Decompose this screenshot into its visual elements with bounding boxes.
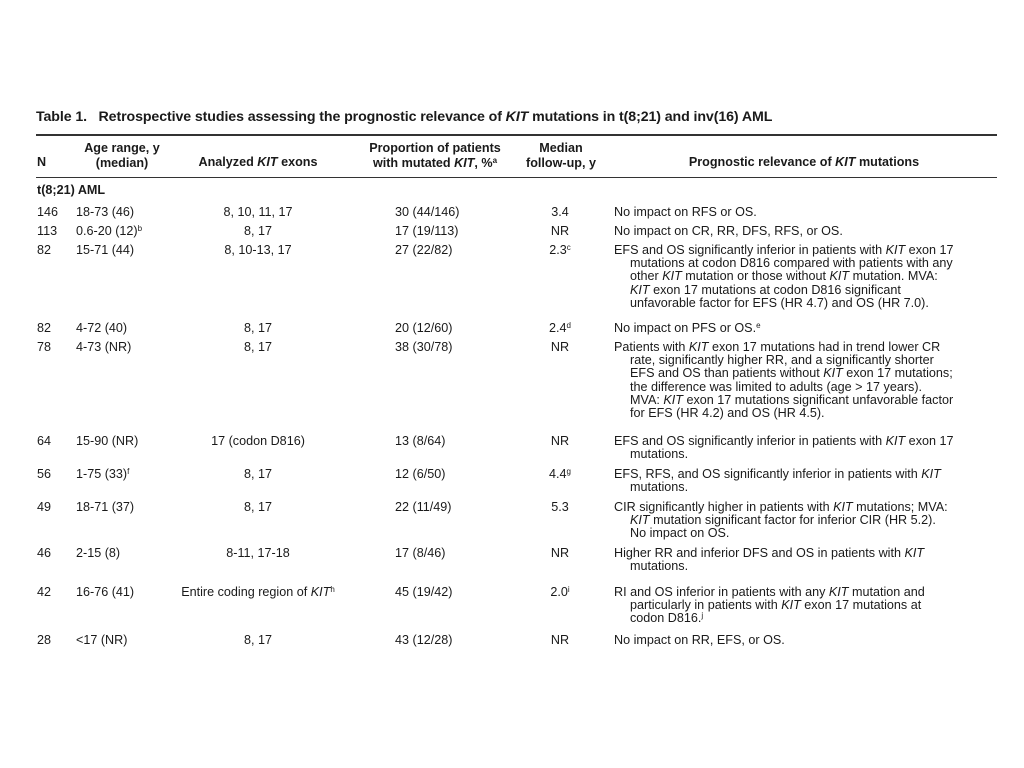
kit-gene: KIT bbox=[885, 243, 906, 257]
prognostic-line: rate, significantly higher RR, and a significantly shorter bbox=[630, 353, 934, 368]
header-proportion bbox=[355, 141, 515, 170]
cell-n: 64 bbox=[37, 434, 52, 448]
header-n bbox=[37, 155, 46, 170]
cell-follow-up: 4.4$^g$ bbox=[549, 467, 571, 481]
cell-follow-up: NR bbox=[550, 633, 570, 647]
cell-age-range: 4-72 (40) bbox=[76, 321, 128, 335]
prognostic-line: mutations. bbox=[630, 480, 689, 495]
header-prog-kit: KIT bbox=[835, 155, 856, 169]
header-rule bbox=[36, 177, 997, 178]
cell-n: 78 bbox=[37, 340, 52, 354]
cell-age-range: 16-76 (41) bbox=[76, 585, 135, 599]
kit-gene: KIT bbox=[829, 269, 850, 284]
kit-gene: KIT bbox=[833, 500, 853, 514]
cell-exons: 8-11, 17-18 bbox=[226, 546, 290, 560]
prognostic-line: No impact on PFS or OS.$^e$ bbox=[614, 321, 761, 335]
cell-n: 146 bbox=[37, 205, 59, 219]
cell-proportion: 45 (19/42) bbox=[395, 585, 453, 599]
header-prop-line2a: with mutated bbox=[372, 155, 455, 170]
section-label: t(8;21) AML bbox=[37, 183, 106, 197]
cell-follow-up: 2.3$^c$ bbox=[549, 243, 571, 257]
kit-gene: KIT bbox=[904, 546, 925, 560]
footnote-marker: g bbox=[566, 467, 571, 476]
cell-exons: 8, 17 bbox=[243, 224, 272, 238]
cell-proportion: 17 (8/46) bbox=[395, 546, 446, 560]
cell-exons: Entire coding region of KIT$^h$ bbox=[181, 585, 335, 599]
header-prop-kit: KIT bbox=[454, 155, 475, 170]
header-age-line2: (median) bbox=[95, 155, 149, 170]
top-rule bbox=[36, 134, 997, 136]
title-kit: KIT bbox=[505, 109, 529, 125]
footnote-marker: b bbox=[137, 224, 143, 233]
prognostic-line: for EFS (HR 4.2) and OS (HR 4.5). bbox=[630, 406, 825, 421]
prognostic-line: codon D816.$^j$ bbox=[630, 611, 704, 626]
prognostic-line: particularly in patients with KIT exon 17 mutations at bbox=[630, 598, 922, 613]
prognostic-line: No impact on RFS or OS. bbox=[614, 205, 757, 219]
header-fu-line2: follow-up, y bbox=[526, 155, 596, 170]
footnote-marker: c bbox=[566, 243, 571, 252]
cell-n: 82 bbox=[37, 243, 52, 257]
cell-follow-up: NR bbox=[550, 224, 570, 238]
prognostic-line: Patients with KIT exon 17 mutations had in trend lower CR bbox=[614, 340, 941, 354]
header-follow-up bbox=[516, 141, 606, 170]
prognostic-line: mutations at codon D816 compared with patients with any bbox=[630, 256, 953, 271]
header-exons-a: Analyzed bbox=[198, 155, 258, 169]
footnote-marker: i bbox=[567, 585, 570, 594]
footnote-marker: e bbox=[756, 321, 761, 330]
cell-proportion: 43 (12/28) bbox=[395, 633, 453, 647]
table-label: Table 1. bbox=[36, 109, 87, 125]
cell-age-range: 4-73 (NR) bbox=[76, 340, 132, 354]
prognostic-line: mutations. bbox=[630, 559, 689, 574]
prognostic-line: No impact on RR, EFS, or OS. bbox=[614, 633, 785, 647]
cell-follow-up: 2.0$^i$ bbox=[550, 585, 570, 599]
kit-gene: KIT bbox=[781, 598, 801, 613]
prognostic-line: CIR significantly higher in patients with KIT mutations; MVA: bbox=[614, 500, 948, 514]
footnote-marker: d bbox=[566, 321, 571, 330]
cell-age-range: 15-90 (NR) bbox=[76, 434, 139, 448]
cell-n: 113 bbox=[37, 224, 58, 238]
cell-n: 82 bbox=[37, 321, 52, 335]
cell-proportion: 38 (30/78) bbox=[395, 340, 453, 354]
cell-proportion: 20 (12/60) bbox=[395, 321, 453, 335]
cell-prognostic bbox=[614, 244, 994, 310]
cell-age-range: 15-71 (44) bbox=[76, 243, 135, 257]
cell-proportion: 30 (44/146) bbox=[395, 205, 460, 219]
prognostic-line: No impact on OS. bbox=[630, 526, 730, 541]
cell-proportion: 17 (19/113) bbox=[395, 224, 459, 238]
prognostic-line: EFS and OS than patients without KIT exon 17 mutations; bbox=[630, 366, 953, 381]
cell-follow-up: 2.4$^d$ bbox=[549, 321, 571, 335]
cell-follow-up: NR bbox=[550, 546, 570, 560]
title-text-b: mutations in t(8;21) and inv(16) AML bbox=[528, 109, 773, 125]
cell-exons: 8, 17 bbox=[243, 500, 272, 514]
kit-gene: KIT bbox=[662, 269, 682, 284]
header-exons-b: exons bbox=[277, 155, 318, 169]
header-age bbox=[72, 141, 172, 170]
cell-proportion: 12 (6/50) bbox=[395, 467, 446, 481]
cell-exons: 8, 17 bbox=[243, 633, 272, 647]
prognostic-line: unfavorable factor for EFS (HR 4.7) and OS (HR 7.0). bbox=[630, 295, 929, 310]
header-exons bbox=[168, 155, 348, 170]
cell-age-range: 18-73 (46) bbox=[76, 205, 135, 219]
prognostic-line: No impact on CR, RR, DFS, RFS, or OS. bbox=[614, 224, 843, 238]
cell-exons: 8, 17 bbox=[243, 467, 272, 481]
header-prog-b: mutations bbox=[855, 155, 920, 169]
kit-gene: KIT bbox=[630, 513, 650, 528]
prognostic-line: EFS, RFS, and OS significantly inferior in patients with KIT bbox=[614, 467, 941, 481]
kit-gene: KIT bbox=[921, 467, 941, 481]
cell-exons: 17 (codon D816) bbox=[211, 434, 305, 448]
footnote-marker: h bbox=[330, 585, 335, 594]
prognostic-line: EFS and OS significantly inferior in patients with KIT exon 17 bbox=[614, 434, 954, 448]
header-prog-a: Prognostic relevance of bbox=[688, 155, 836, 169]
cell-prognostic bbox=[614, 341, 994, 420]
cell-exons: 8, 10-13, 17 bbox=[224, 243, 292, 257]
cell-prognostic bbox=[614, 322, 994, 335]
kit-gene: KIT bbox=[688, 340, 709, 354]
cell-prognostic bbox=[614, 501, 994, 541]
prognostic-line: KIT exon 17 mutations at codon D816 significant bbox=[630, 282, 901, 297]
cell-prognostic bbox=[614, 468, 994, 494]
header-n-label: N bbox=[37, 155, 47, 169]
cell-prognostic bbox=[614, 586, 994, 626]
cell-follow-up: 5.3 bbox=[551, 500, 569, 514]
table-title bbox=[36, 109, 772, 125]
header-prognostic bbox=[614, 155, 994, 170]
cell-exons: 8, 17 bbox=[243, 321, 272, 335]
cell-age-range: <17 (NR) bbox=[76, 633, 128, 647]
cell-follow-up: NR bbox=[550, 434, 570, 448]
header-exons-kit: KIT bbox=[257, 155, 278, 169]
cell-n: 42 bbox=[37, 585, 52, 599]
cell-n: 49 bbox=[37, 500, 52, 514]
cell-age-range: 2-15 (8) bbox=[76, 546, 121, 560]
cell-prognostic bbox=[614, 435, 994, 461]
cell-prognostic bbox=[614, 206, 994, 219]
kit-gene: KIT bbox=[310, 585, 331, 599]
cell-exons: 8, 17 bbox=[243, 340, 272, 354]
header-prop-line2b: , % bbox=[474, 155, 493, 170]
cell-n: 56 bbox=[37, 467, 52, 481]
cell-n: 28 bbox=[37, 633, 52, 647]
cell-follow-up: 3.4 bbox=[551, 205, 569, 219]
header-prop-line1: Proportion of patients bbox=[369, 141, 501, 155]
kit-gene: KIT bbox=[828, 585, 849, 599]
kit-gene: KIT bbox=[823, 366, 843, 381]
cell-proportion: 13 (8/64) bbox=[395, 434, 446, 448]
kit-gene: KIT bbox=[663, 392, 683, 407]
prognostic-line: KIT mutation significant factor for inferior CIR (HR 5.2). bbox=[630, 513, 936, 528]
cell-proportion: 27 (22/82) bbox=[395, 243, 453, 257]
prognostic-line: the difference was limited to adults (age > 17 years). bbox=[630, 379, 923, 394]
kit-gene: KIT bbox=[630, 282, 650, 297]
cell-age-range: 0.6-20 $(12)^b$ bbox=[76, 224, 143, 238]
header-prop-footnote: a bbox=[492, 155, 498, 165]
title-text-a: Retrospective studies assessing the prognostic relevance of bbox=[98, 109, 506, 125]
header-fu-line1: Median bbox=[539, 141, 583, 155]
cell-exons: 8, 10, 11, 17 bbox=[223, 205, 293, 219]
cell-n: 46 bbox=[37, 546, 52, 560]
cell-proportion: 22 (11/49) bbox=[395, 500, 452, 514]
prognostic-line: EFS and OS significantly inferior in patients with KIT exon 17 bbox=[614, 243, 954, 257]
footnote-marker: f bbox=[127, 467, 130, 476]
prognostic-line: Higher RR and inferior DFS and OS in patients with KIT bbox=[614, 546, 925, 560]
footnote-marker: j bbox=[701, 611, 704, 621]
prognostic-line: MVA: KIT exon 17 mutations significant unfavorable factor bbox=[630, 392, 954, 407]
cell-prognostic bbox=[614, 225, 994, 238]
cell-prognostic bbox=[614, 634, 994, 647]
prognostic-line: RI and OS inferior in patients with any KIT mutation and bbox=[614, 585, 925, 599]
cell-age-range: 18-71 (37) bbox=[76, 500, 135, 514]
prognostic-line: mutations. bbox=[630, 447, 689, 462]
header-age-line1: Age range, y bbox=[84, 141, 160, 155]
cell-age-range: 1-75 $(33)^f$ bbox=[76, 467, 130, 481]
cell-follow-up: NR bbox=[550, 340, 570, 354]
prognostic-line: other KIT mutation or those without KIT mutation. MVA: bbox=[630, 269, 938, 284]
cell-prognostic bbox=[614, 547, 994, 573]
kit-gene: KIT bbox=[885, 434, 906, 448]
